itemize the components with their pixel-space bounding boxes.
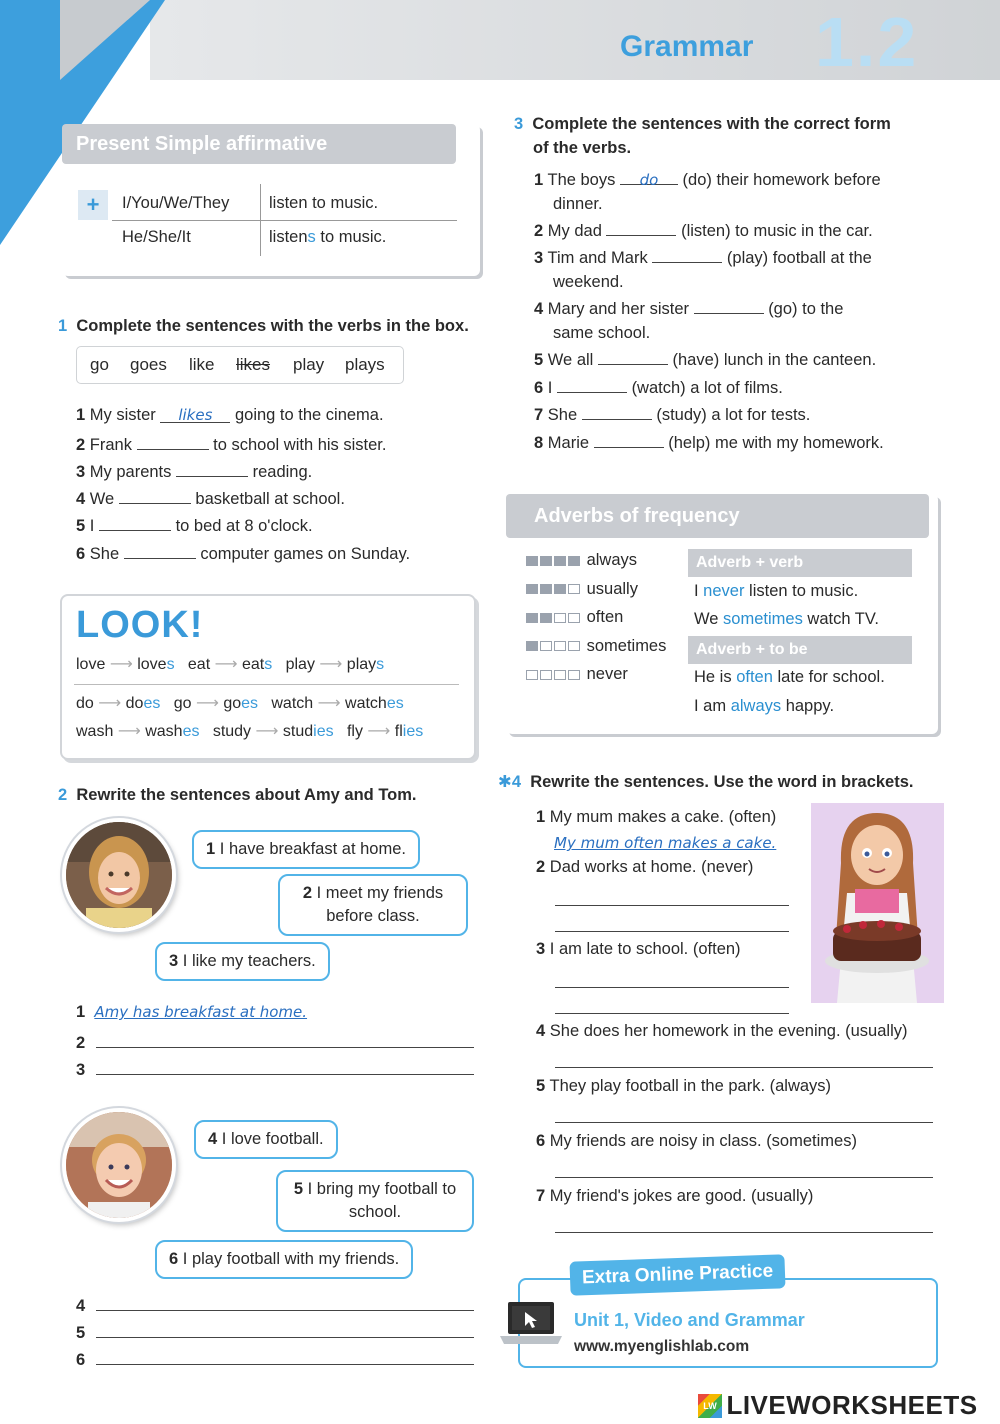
example-post: watch TV. — [802, 610, 879, 628]
ex4-line-7[interactable] — [555, 1231, 933, 1233]
item-number: 7 — [536, 1187, 546, 1205]
arrow-icon: ⟶ — [255, 723, 279, 740]
item-number: 8 — [534, 434, 544, 452]
example-rest: to music. — [315, 228, 387, 246]
look-divider — [74, 684, 459, 685]
star-icon: ✱ — [498, 773, 512, 791]
present-simple-table — [112, 184, 457, 256]
arrow-icon: ⟶ — [98, 695, 122, 712]
look-stem: play — [346, 656, 377, 673]
bubble-text: I play football with my friends. — [182, 1250, 400, 1268]
ex3-instruction — [514, 112, 891, 160]
item-after: (play) football at the — [726, 249, 872, 267]
verb-like: like — [189, 355, 215, 374]
ex3-item-1 — [534, 168, 881, 216]
item-number: 3 — [536, 940, 546, 958]
ex1-item-number: 3 — [76, 463, 86, 481]
look-row-1 — [76, 654, 384, 674]
ex1-item-blank[interactable] — [176, 460, 248, 477]
ex1-item-after: to bed at 8 o'clock. — [175, 517, 313, 535]
example-adverb: always — [730, 697, 782, 715]
ex4-instruction-text: Rewrite the sentences. Use the word in brackets. — [530, 773, 914, 791]
item-number: 6 — [534, 379, 544, 397]
ex4-item-4 — [536, 1022, 907, 1041]
verb-plays: plays — [345, 355, 385, 374]
liveworksheets-text: LIVEWORKSHEETS — [726, 1390, 978, 1420]
ex3-instruction-1: Complete the sentences with the correct form — [532, 115, 891, 133]
speech-bubble-2 — [278, 874, 468, 936]
item-before: She — [547, 406, 578, 424]
ex1-instruction-text: Complete the sentences with the verbs in the box. — [76, 317, 469, 335]
ex1-item-before: My parents — [89, 463, 172, 481]
look-title: LOOK! — [76, 604, 204, 646]
bubble-number: 6 — [169, 1250, 179, 1268]
ex4-line-3b[interactable] — [555, 1012, 789, 1014]
arrow-icon: ⟶ — [109, 656, 133, 673]
scale-label: never — [586, 665, 628, 683]
answer-number: 2 — [76, 1034, 86, 1052]
look-form — [242, 656, 272, 673]
answer-line[interactable] — [96, 1348, 474, 1365]
arrow-icon: ⟶ — [214, 656, 238, 673]
ex3-number: 3 — [514, 115, 524, 133]
answer-number: 1 — [76, 1003, 86, 1021]
ex3-item-6 — [534, 376, 783, 398]
answer-line[interactable] — [96, 1031, 474, 1048]
item-before: My dad — [547, 222, 602, 240]
scale-row-always — [526, 546, 666, 575]
ex1-item-after: reading. — [252, 463, 313, 481]
speech-bubble-4 — [194, 1120, 338, 1159]
header-grey-corner — [60, 0, 150, 80]
item-text: My friends are noisy in class. (sometimes) — [549, 1132, 857, 1150]
look-suffix: ies — [313, 723, 334, 740]
ex3-item-3 — [534, 246, 872, 294]
verb-go: go — [90, 355, 109, 374]
item-before: The boys — [547, 171, 616, 189]
look-base: fly — [346, 723, 363, 740]
scale-label: sometimes — [586, 636, 667, 655]
answer-number: 4 — [76, 1297, 86, 1315]
ex1-item-3 — [76, 460, 312, 482]
example-pre: I — [694, 582, 704, 600]
example-pre: I am — [694, 697, 731, 715]
scale-row-usually — [526, 575, 666, 604]
scale-row-sometimes — [526, 632, 666, 661]
arrow-icon: ⟶ — [317, 695, 341, 712]
verb-likes-crossed: likes — [236, 355, 271, 374]
ex2-instruction — [58, 786, 417, 805]
look-base: play — [285, 656, 315, 673]
look-form — [145, 723, 199, 740]
scale-label: always — [586, 551, 638, 569]
item-after: (do) their homework before — [682, 171, 881, 189]
ex2-answer-1 — [76, 1003, 307, 1022]
ex3-item-7 — [534, 403, 810, 425]
speech-bubble-3 — [155, 942, 330, 981]
footer-brand — [698, 1390, 978, 1420]
item-cont: weekend. — [553, 273, 624, 291]
tom-photo — [66, 1112, 172, 1218]
ex1-number: 1 — [58, 317, 68, 335]
ex2-answer-5 — [76, 1321, 474, 1343]
arrow-icon: ⟶ — [367, 723, 391, 740]
ex3-item-2 — [534, 219, 873, 241]
liveworksheets-logo-icon: LW — [698, 1394, 722, 1418]
item-number: 5 — [534, 351, 544, 369]
look-suffix: s — [376, 656, 385, 673]
ex1-item-after: going to the cinema. — [234, 406, 384, 424]
ex1-item-after: computer games on Sunday. — [200, 545, 411, 563]
ex2-answer-3 — [76, 1058, 474, 1080]
look-form — [283, 723, 334, 740]
ex3-item-8 — [534, 431, 884, 453]
ex4-line-2b[interactable] — [555, 930, 789, 932]
item-before: Mary and her sister — [547, 300, 689, 318]
cake-illustration — [811, 803, 944, 1003]
item-after: (listen) to music in the car. — [681, 222, 873, 240]
ex4-line-6[interactable] — [555, 1176, 933, 1178]
table-example-2 — [269, 228, 386, 247]
table-divider-h — [112, 220, 457, 221]
example-post: late for school. — [772, 668, 885, 686]
bubble-text: I have breakfast at home. — [219, 840, 406, 858]
answer-line[interactable] — [96, 1294, 474, 1311]
table-subject-1: I/You/We/They — [122, 194, 230, 212]
item-answer[interactable]: do — [620, 168, 678, 185]
look-suffix: ies — [402, 723, 424, 740]
example-pre: We — [694, 610, 724, 628]
item-blank[interactable] — [594, 431, 664, 448]
laptop-icon — [500, 1300, 562, 1346]
verb-goes: goes — [130, 355, 167, 374]
look-base: wash — [76, 723, 114, 740]
ex4-item-5 — [536, 1077, 831, 1096]
look-stem: do — [125, 695, 144, 712]
look-stem: go — [223, 695, 242, 712]
item-answer[interactable]: My mum often makes a cake. — [554, 834, 777, 852]
adverbs-box — [506, 494, 938, 734]
item-text: I am late to school. (often) — [549, 940, 741, 958]
example-post: happy. — [781, 697, 835, 715]
look-suffix: es — [143, 695, 161, 712]
extra-practice-url[interactable]: www.myenglishlab.com — [574, 1338, 750, 1355]
look-suffix: s — [166, 656, 175, 673]
unit-number: 1.2 — [815, 3, 919, 81]
speech-bubble-5 — [276, 1170, 474, 1232]
look-suffix: es — [182, 723, 200, 740]
item-number: 3 — [534, 249, 544, 267]
look-stem: stud — [282, 723, 314, 740]
item-number: 5 — [536, 1077, 546, 1095]
verb-box — [76, 346, 404, 384]
ex1-item-1 — [76, 406, 384, 425]
ex1-item-4 — [76, 487, 345, 509]
ex4-number: 4 — [511, 773, 522, 791]
look-base: watch — [271, 695, 314, 712]
item-number: 1 — [534, 171, 544, 189]
look-suffix: es — [386, 695, 404, 712]
item-before: Tim and Mark — [547, 249, 648, 267]
ex3-item-4 — [534, 297, 843, 345]
item-blank[interactable] — [606, 219, 676, 236]
ex1-item-before: We — [89, 490, 115, 508]
look-stem: fl — [394, 723, 403, 740]
adverb-tobe-example-2 — [694, 697, 834, 716]
example-adverb: never — [703, 582, 745, 600]
ex1-item-after: to school with his sister. — [213, 436, 387, 454]
arrow-icon: ⟶ — [319, 656, 343, 673]
ex1-item-blank[interactable] — [99, 514, 171, 531]
speech-bubble-1 — [192, 830, 420, 869]
ex1-item-number: 6 — [76, 545, 86, 563]
example-post: listen to music. — [744, 582, 859, 600]
plus-icon: + — [78, 190, 108, 220]
ex4-item-7 — [536, 1187, 813, 1206]
ex4-line-3a[interactable] — [555, 986, 789, 988]
scale-label: usually — [586, 579, 638, 598]
example-pre: He is — [694, 668, 737, 686]
item-number: 2 — [534, 222, 544, 240]
present-simple-box — [62, 124, 480, 276]
ex2-answer-4 — [76, 1294, 474, 1316]
example-adverb: sometimes — [723, 610, 803, 628]
ex4-line-2a[interactable] — [555, 904, 789, 906]
tom-avatar — [62, 1108, 176, 1222]
item-blank[interactable] — [557, 376, 627, 393]
ex1-item-6 — [76, 542, 410, 564]
item-after: (go) to the — [768, 300, 844, 318]
adverb-verb-example-2 — [694, 610, 879, 629]
look-stem: watch — [345, 695, 387, 712]
item-number: 7 — [534, 406, 544, 424]
item-blank[interactable] — [694, 297, 764, 314]
scale-row-often — [526, 603, 666, 632]
present-simple-title: Present Simple affirmative — [62, 124, 456, 164]
extra-practice-title: Extra Online Practice — [569, 1254, 785, 1295]
table-example-1: listen to music. — [269, 194, 379, 212]
adverb-verb-example-1 — [694, 582, 858, 601]
arrow-icon: ⟶ — [117, 723, 141, 740]
scale-label: often — [586, 608, 624, 626]
item-before: We all — [547, 351, 594, 369]
look-form — [126, 695, 161, 712]
ex1-item-5 — [76, 514, 313, 536]
item-text: She does her homework in the evening. (usually) — [549, 1022, 908, 1040]
adverb-tobe-title: Adverb + to be — [688, 636, 912, 664]
item-before: Marie — [547, 434, 590, 452]
item-number: 1 — [536, 808, 546, 826]
answer-number: 5 — [76, 1324, 86, 1342]
item-after: (study) a lot for tests. — [656, 406, 811, 424]
bubble-text: I meet my friends before class. — [316, 884, 444, 925]
adverbs-title: Adverbs of frequency — [506, 494, 929, 538]
item-number: 4 — [536, 1022, 546, 1040]
ex1-item-blank[interactable] — [137, 433, 209, 450]
adverb-tobe-example-1 — [694, 668, 885, 687]
ex4-instruction — [498, 772, 913, 792]
ex1-item-before: She — [89, 545, 120, 563]
answer-number: 6 — [76, 1351, 86, 1369]
item-number: 2 — [536, 858, 546, 876]
look-base: go — [173, 695, 192, 712]
answer-line[interactable] — [96, 1058, 474, 1075]
frequency-scale — [526, 546, 666, 689]
answer-text[interactable]: Amy has breakfast at home. — [94, 1003, 308, 1021]
look-box — [60, 594, 476, 760]
look-form — [395, 723, 423, 740]
look-form — [137, 656, 174, 673]
ex1-item-2 — [76, 433, 386, 455]
example-stem: listen — [269, 228, 308, 246]
bubble-number: 3 — [169, 952, 179, 970]
ex4-item-1 — [536, 804, 776, 856]
ex4-item-6 — [536, 1132, 857, 1151]
scale-row-never — [526, 660, 666, 689]
ex2-answer-2 — [76, 1031, 474, 1053]
item-cont: same school. — [553, 324, 651, 342]
example-adverb: often — [736, 668, 773, 686]
item-after: (have) lunch in the canteen. — [672, 351, 877, 369]
table-subject-2: He/She/It — [122, 228, 191, 246]
page-title: Grammar — [620, 30, 754, 63]
ex4-item-3 — [536, 940, 741, 959]
look-suffix: s — [264, 656, 273, 673]
item-text: My friend's jokes are good. (usually) — [549, 1187, 814, 1205]
bubble-number: 1 — [206, 840, 216, 858]
ex1-instruction — [58, 317, 469, 336]
look-row-2 — [76, 693, 404, 713]
look-stem: eat — [242, 656, 265, 673]
ex4-item-2 — [536, 858, 753, 877]
item-text: Dad works at home. (never) — [549, 858, 754, 876]
extra-practice-box — [518, 1260, 938, 1368]
item-text: They play football in the park. (always) — [549, 1077, 832, 1095]
look-form — [347, 656, 384, 673]
bubble-number: 2 — [302, 884, 313, 902]
verb-play: play — [293, 355, 325, 374]
look-base: eat — [187, 656, 211, 673]
adverb-verb-title: Adverb + verb — [688, 549, 912, 577]
ex3-item-5 — [534, 348, 876, 370]
ex2-instruction-text: Rewrite the sentences about Amy and Tom. — [76, 786, 417, 804]
bubble-number: 5 — [293, 1180, 303, 1198]
look-suffix: es — [241, 695, 259, 712]
look-base: do — [76, 695, 94, 712]
item-cont: dinner. — [553, 195, 603, 213]
ex4-line-4[interactable] — [555, 1066, 933, 1068]
extra-practice-line1: Unit 1, Video and Grammar — [574, 1310, 805, 1330]
ex4-line-5[interactable] — [555, 1121, 933, 1123]
amy-avatar — [62, 818, 176, 932]
look-stem: wash — [145, 723, 183, 740]
woman-with-cake-icon — [811, 803, 944, 1003]
item-number: 4 — [534, 300, 544, 318]
item-number: 6 — [536, 1132, 546, 1150]
look-form — [345, 695, 404, 712]
ex1-item-blank[interactable] — [119, 487, 191, 504]
speech-bubble-6 — [155, 1240, 413, 1279]
look-row-3 — [76, 721, 423, 741]
ex1-item-number: 1 — [76, 406, 86, 424]
answer-line[interactable] — [96, 1321, 474, 1338]
look-stem: love — [137, 656, 167, 673]
item-blank[interactable] — [582, 403, 652, 420]
ex1-item-number: 5 — [76, 517, 86, 535]
ex1-item-after: basketball at school. — [195, 490, 345, 508]
bubble-text: I bring my football to school. — [307, 1180, 457, 1221]
item-after: (help) me with my homework. — [668, 434, 884, 452]
ex3-instruction-2: of the verbs. — [533, 139, 632, 157]
look-base: love — [76, 656, 106, 673]
amy-photo — [66, 822, 172, 928]
arrow-icon: ⟶ — [195, 695, 219, 712]
ex1-item-number: 2 — [76, 436, 86, 454]
ex1-item-before: My sister — [89, 406, 156, 424]
bubble-number: 4 — [208, 1130, 218, 1148]
ex1-item-answer[interactable]: likes — [160, 406, 230, 423]
look-form — [223, 695, 258, 712]
ex1-item-number: 4 — [76, 490, 86, 508]
ex1-item-before: Frank — [89, 436, 132, 454]
ex2-answer-6 — [76, 1348, 474, 1370]
look-base: study — [212, 723, 252, 740]
bubble-text: I love football. — [221, 1130, 324, 1148]
item-before: I — [547, 379, 553, 397]
item-blank[interactable] — [598, 348, 668, 365]
ex1-item-blank[interactable] — [124, 542, 196, 559]
item-blank[interactable] — [652, 246, 722, 263]
ex2-number: 2 — [58, 786, 68, 804]
item-text: My mum makes a cake. (often) — [549, 808, 777, 826]
example-suffix: s — [307, 228, 316, 246]
answer-number: 3 — [76, 1061, 86, 1079]
item-after: (watch) a lot of films. — [631, 379, 783, 397]
ex1-item-before: I — [89, 517, 95, 535]
bubble-text: I like my teachers. — [182, 952, 316, 970]
